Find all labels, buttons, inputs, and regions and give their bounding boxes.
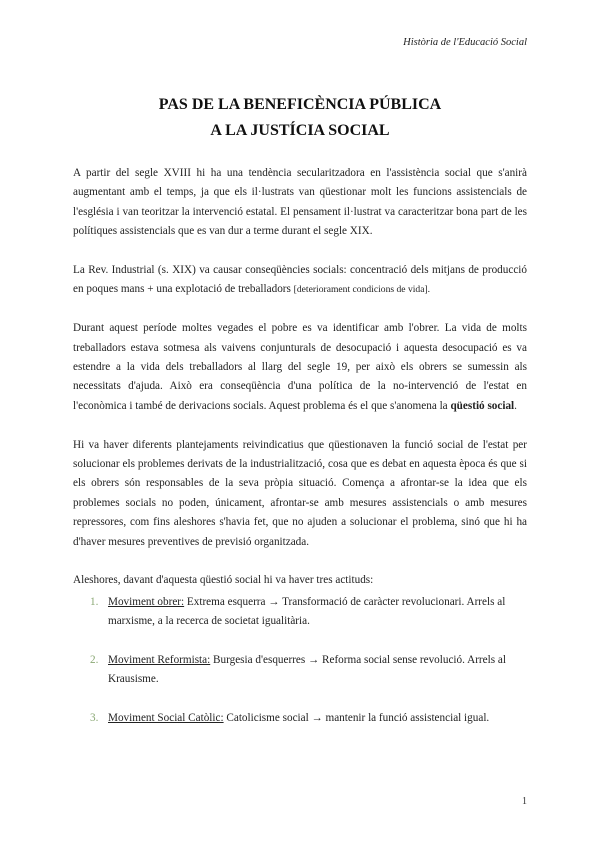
social-question-term: qüestió social — [450, 399, 515, 412]
attitude-term: Moviment Reformista: — [108, 654, 211, 667]
paragraph-social-question-end: . — [514, 399, 517, 412]
paragraph-industrial-revolution — [73, 261, 527, 300]
list-number: 1. — [90, 595, 99, 608]
list-number: 3. — [90, 712, 99, 725]
page-number: 1 — [522, 796, 527, 807]
running-header: Història de l'Educació Social — [403, 37, 527, 48]
attitude-term: Moviment obrer: — [108, 595, 185, 608]
attitude-term: Moviment Social Catòlic: — [108, 712, 224, 725]
attitude-item-reformist — [73, 651, 527, 690]
paragraph-claims: Hi va haver diferents plantejaments reivindicatius que qüestionaven la funció social de l'estat per solucionar els problemes derivats de la industrialització, cosa que es debat en aquesta època és que si els obrers són responsables de la seva pròpia situació. Comença a afrontar-se la idea que els problemes socials no poden, únicament, afrontar-se amb mesures assistencials o amb mesures repressores, com fins aleshores s'havia fet, que no ajuden a solucionar el problema, sinó que hi ha d'haver mesures preventives de previsió organitzada. — [73, 438, 527, 548]
paragraph-three-attitudes: Aleshores, davant d'aquesta qüestió social hi va haver tres actituds: — [73, 574, 374, 587]
attitudes-list — [73, 593, 527, 729]
paragraph-secularization: A partir del segle XVIII hi ha una tendència secularitzadora en l'assistència social que s'anirà augmentant amb el temps, ja que els il·lustrats van qüestionar molt les funcions assistencials de l'església i van teoritzar la intervenció estatal. El pensament il·lustrat va caracteritzar bona part de les polítiques assistencials que es van dur a terme durant el segle XIX. — [73, 167, 527, 238]
attitude-description: Catolicisme social → mantenir la funció assistencial igual. — [223, 712, 490, 725]
paragraph-social-question-text: Durant aquest període moltes vegades el pobre es va identificar amb l'obrer. La vida de molts treballadors estava sotmesa als vaivens conjunturals de desocupació i aquesta desocupació es va estendre a la vida dels treballadors al llarg del segle 19, per això els obrers se sumessin als necessitats d'ajuda. Això era conseqüència d'una política de la no-intervenció de l'estat en l'econòmica i també de derivacions socials. Aquest problema és el que s'anomena la — [73, 322, 527, 412]
attitude-item-workers — [73, 593, 527, 632]
list-number: 2. — [90, 654, 99, 667]
attitude-item-catholic — [73, 709, 527, 728]
document-title — [0, 92, 600, 144]
attitude-description: Burgesia d'esquerres → Reforma social sense revolució. Arrels al Krausisme. — [108, 654, 506, 686]
paragraph-industrial-revolution-note: [deteriorament condicions de vida]. — [293, 284, 431, 296]
paragraph-social-question — [73, 319, 527, 416]
paragraph-industrial-revolution-text: La Rev. Industrial (s. XIX) va causar conseqüències socials: concentració dels mitjans de producció en poques mans + una explotació de treballadors — [73, 264, 527, 296]
attitude-description: Extrema esquerra → Transformació de caràcter revolucionari. Arrels al marxisme, a la recerca de societat igualitària. — [108, 595, 506, 628]
title-line-1: PAS DE LA BENEFICÈNCIA PÚBLICA — [158, 96, 442, 113]
title-line-2: A LA JUSTÍCIA SOCIAL — [210, 122, 390, 139]
document-body — [73, 164, 527, 748]
